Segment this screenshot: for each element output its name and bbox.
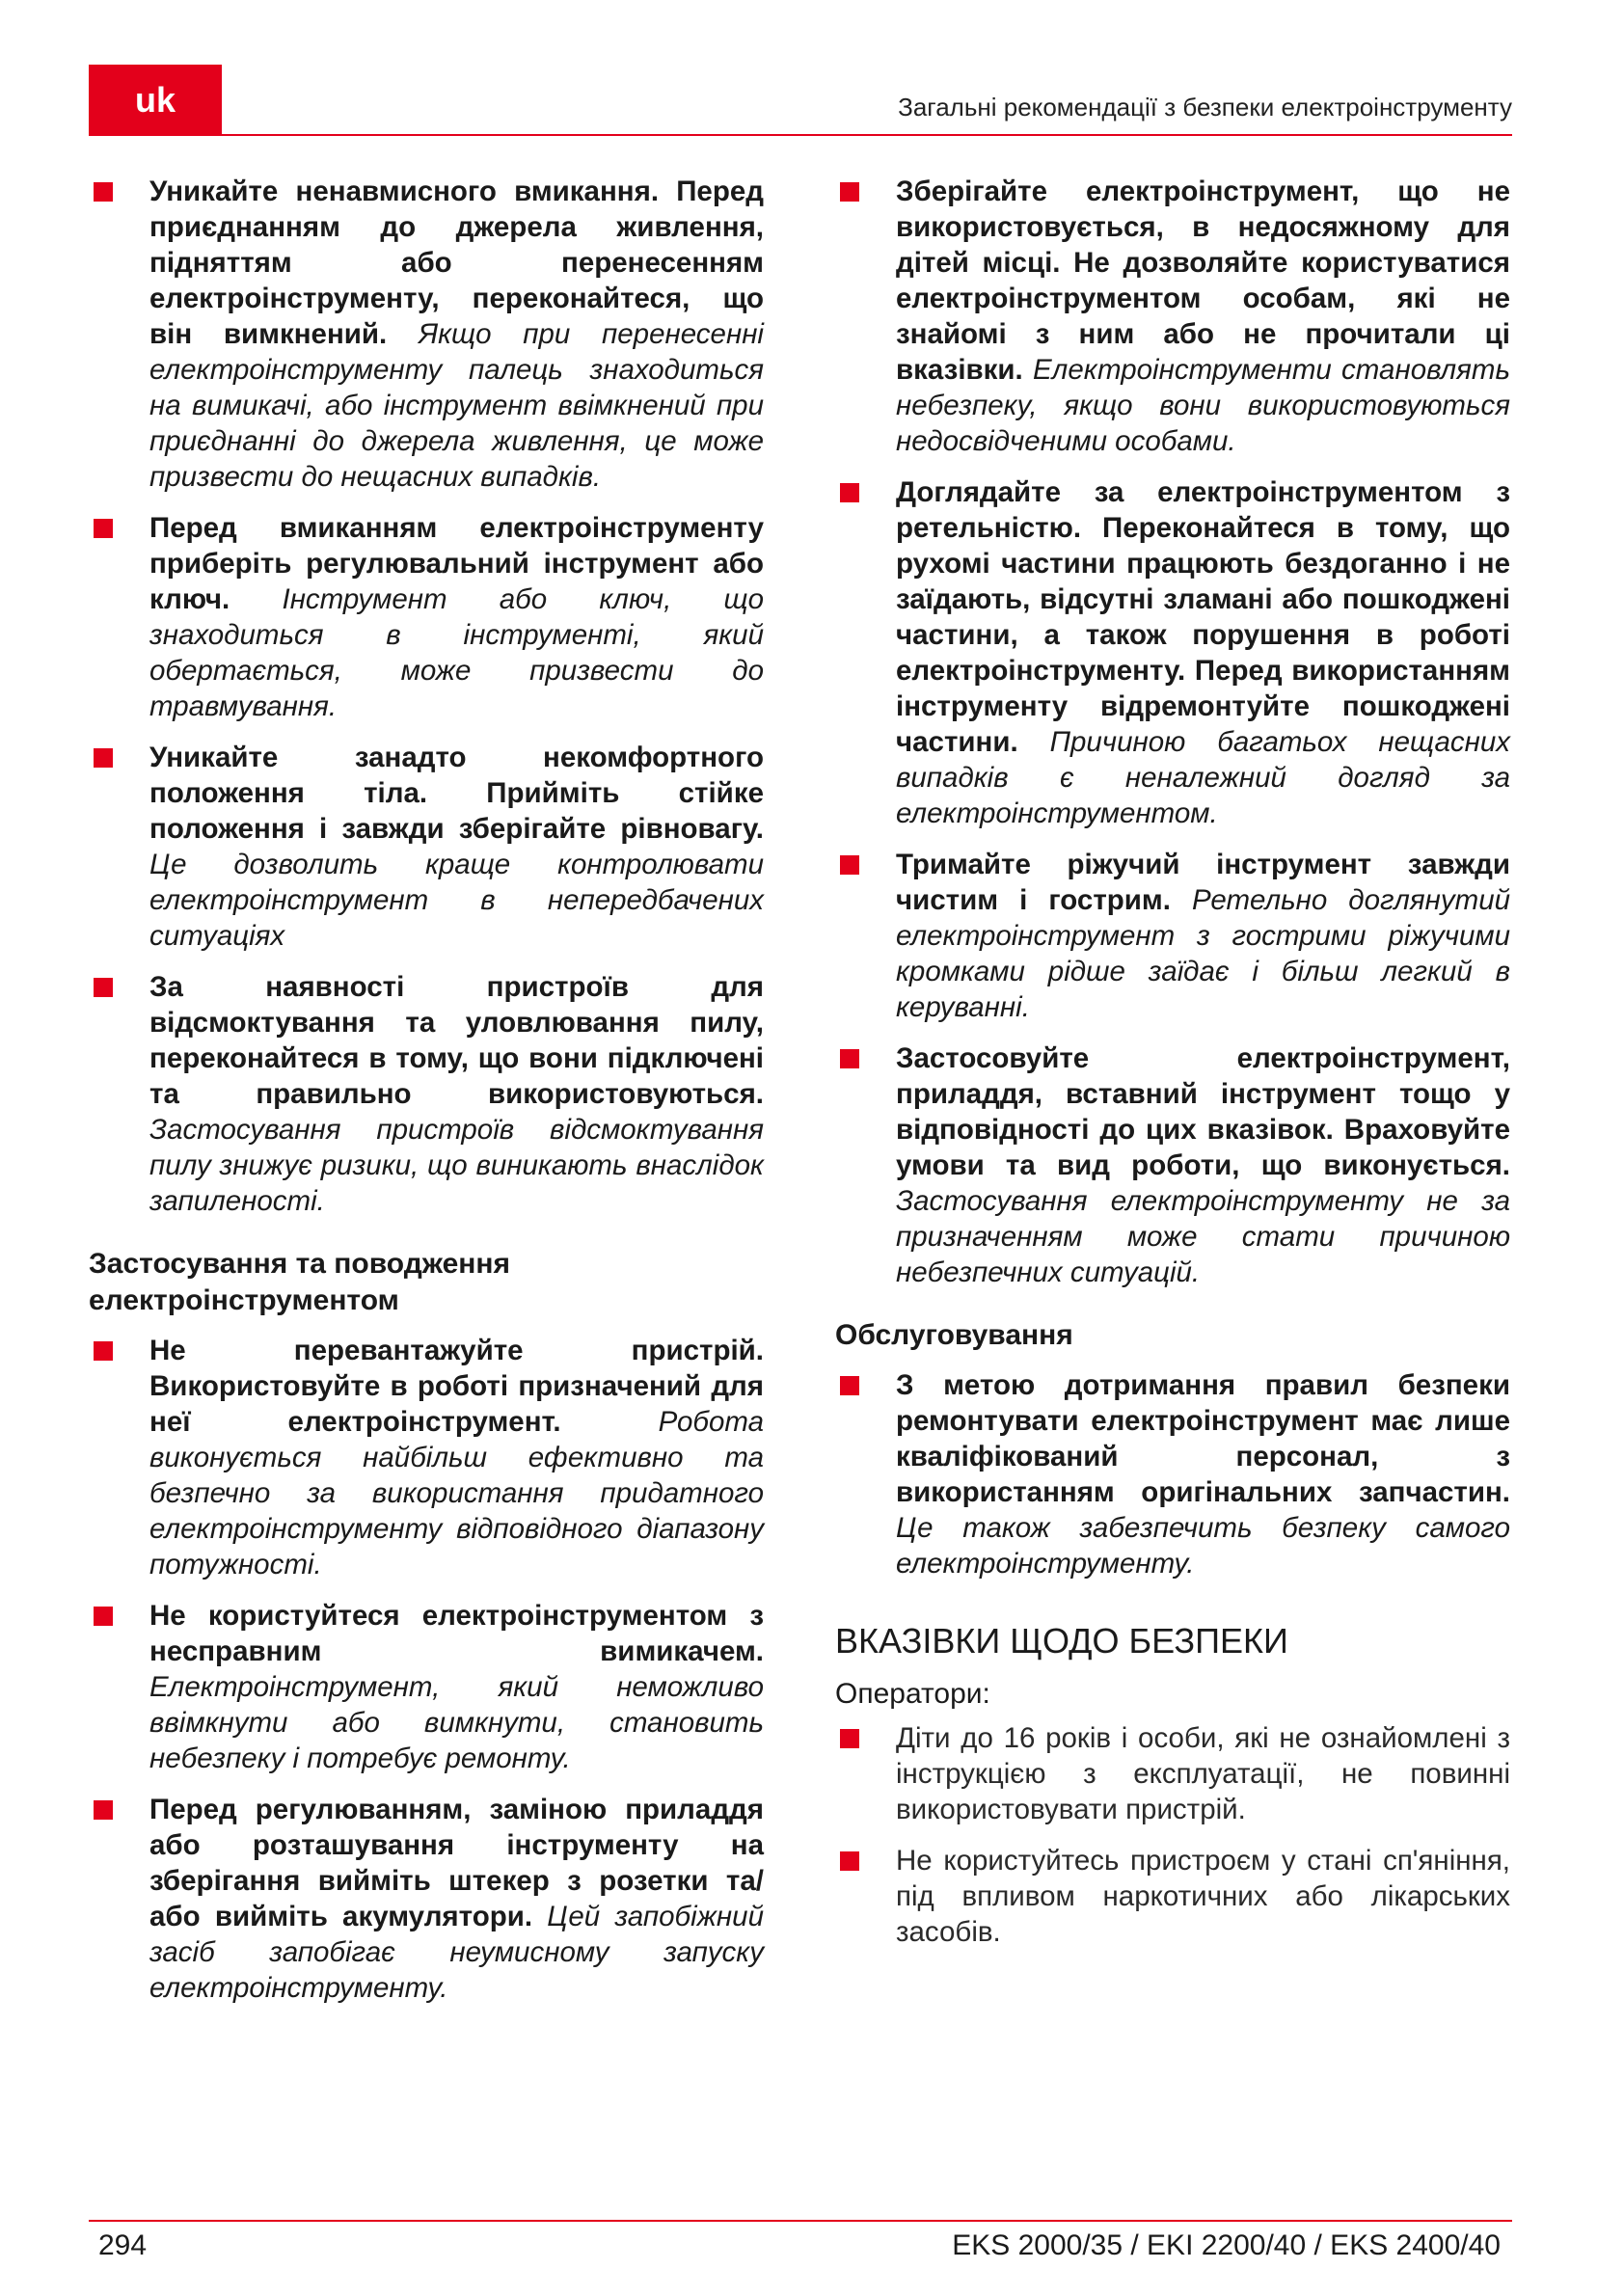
list-item: Уникайте занадто некомфортного положення тіла. Прийміть стійке положення і завжди зберігайте рівновагу. Це дозволить краще контролювати електроінструмент в непередбачених ситуаціях [89, 740, 764, 954]
bullet-square-icon [840, 1049, 859, 1068]
list-item: Не перевантажуйте пристрій. Використовуйте в роботі призначений для неї електроінструмент. Робота виконується найбільш ефективно та безпечно за використання придатного електроінструменту відповідного діапазону потужності. [89, 1333, 764, 1582]
bullet-square-icon [94, 978, 113, 997]
section-heading: Обслуговування [835, 1319, 1073, 1351]
section-heading: Застосування та поводження електроінструментом [89, 1248, 511, 1316]
list-item: Діти до 16 років і особи, які не ознайомлені з інструкцією з експлуатації, не повинні використовувати пристрій. [835, 1720, 1510, 1827]
list-item: Перед вмиканням електроінструменту приберіть регулювальний інструмент або ключ. Інструмент або ключ, що знаходиться в інструменті, який обертається, може призвести до травмування. [89, 510, 764, 724]
bullet-square-icon [94, 1607, 113, 1626]
list-item: Не користуйтесь пристроєм у стані сп'яніння, під впливом наркотичних або лікарських засобів. [835, 1843, 1510, 1950]
list-item: Доглядайте за електроінструментом з ретельністю. Переконайтеся в тому, що рухомі частини працюють бездоганно і не заїдають, відсутні зламані або пошкоджені частини, а також порушення в роботі електроінструменту. Перед використанням інструменту відремонтуйте пошкоджені частини. Причиною багатьох нещасних випадків є неналежний догляд за електроінструментом. [835, 474, 1510, 831]
list-item: За наявності пристроїв для відсмоктування та уловлювання пилу, переконайтеся в тому, що вони підключені та правильно використовуються. Застосування пристроїв відсмоктування пилу знижує ризики, що виникають внаслідок запиленості. [89, 969, 764, 1219]
list-item: Зберігайте електроінструмент, що не використовується, в недосяжному для дітей місці. Не дозволяйте користуватися електроінструментом особам, які не знайомі з ним або не прочитали ці вказівки. Електроінструменти становлять небезпеку, якщо вони використовуються недосвідченими особами. [835, 174, 1510, 459]
bullet-square-icon [840, 182, 859, 202]
main-heading: ВКАЗІВКИ ЩОДО БЕЗПЕКИ [835, 1621, 1288, 1661]
list-item: Уникайте ненавмисного вмикання. Перед приєднанням до джерела живлення, підняттям або перенесенням електроінструменту, переконайтеся, що він вимкнений. Якщо при перенесенні електроінструменту палець знаходиться на вимикачі, або інструмент ввімкнений при приєднанні до джерела живлення, це може призвести до нещасних випадків. [89, 174, 764, 495]
bullet-square-icon [94, 1800, 113, 1820]
bullet-square-icon [94, 748, 113, 768]
language-tab: uk [89, 65, 222, 136]
section-title: Загальні рекомендації з безпеки електроінструменту [898, 93, 1512, 122]
list-item: З метою дотримання правил безпеки ремонтувати електроінструмент має лише кваліфікований персонал, з використанням оригінальних запчастин. Це також забезпечить безпеку самого електроінструменту. [835, 1367, 1510, 1581]
left-column [89, 174, 764, 2021]
bullet-square-icon [840, 483, 859, 502]
right-column [835, 174, 1510, 1965]
bullet-square-icon [94, 182, 113, 202]
bullet-square-icon [94, 519, 113, 538]
sub-heading: Оператори: [835, 1678, 990, 1710]
list-item: Тримайте ріжучий інструмент завжди чистим і гострим. Ретельно доглянутий електроінструмент з гострими ріжучими кромками рідше заїдає і більш легкий в керуванні. [835, 847, 1510, 1025]
page-number: 294 [98, 2229, 148, 2261]
header-rule [89, 134, 1512, 136]
bullet-square-icon [840, 855, 859, 875]
bullet-square-icon [840, 1376, 859, 1395]
list-item: Застосовуйте електроінструмент, приладдя, вставний інструмент тощо у відповідності до цих вказівок. Враховуйте умови та вид роботи, що виконується. Застосування електроінструменту не за призначенням може стати причиною небезпечних ситуацій. [835, 1040, 1510, 1290]
list-item: Не користуйтеся електроінструментом з несправним вимикачем. Електроінструмент, який неможливо ввімкнути або вимкнути, становить небезпеку і потребує ремонту. [89, 1598, 764, 1776]
bullet-square-icon [94, 1341, 113, 1361]
bullet-square-icon [840, 1851, 859, 1871]
model-name: EKS 2000/35 / EKI 2200/40 / EKS 2400/40 [952, 2229, 1501, 2261]
list-item: Перед регулюванням, заміною приладдя або розташування інструменту на зберігання вийміть штекер з розетки та/або вийміть акумулятори. Цей запобіжний засіб запобігає неумисному запуску електроінструменту. [89, 1792, 764, 2006]
footer-rule [89, 2220, 1512, 2222]
bullet-square-icon [840, 1729, 859, 1748]
